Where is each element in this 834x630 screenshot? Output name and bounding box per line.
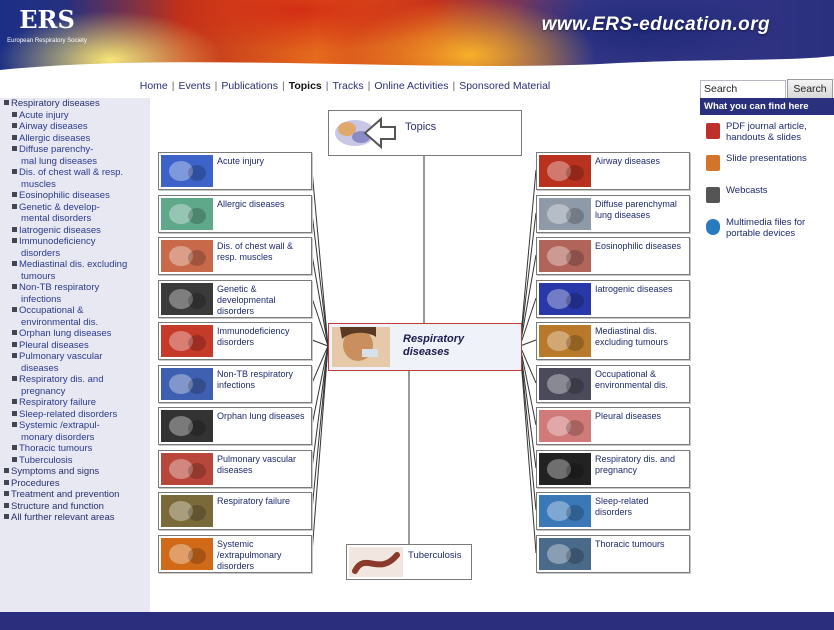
diffuse-parenchymal-lung-diseases-thumb <box>539 198 591 230</box>
topic-label: Respiratory failure <box>217 496 291 506</box>
info-panel-items <box>700 121 834 243</box>
sidebar-item-diffuse-parenchy-mal-lung-diseases[interactable] <box>0 144 150 167</box>
resource-label: Slide presentations <box>726 153 807 164</box>
topic-label: Respiratory dis. and pregnancy <box>595 454 676 475</box>
bullet-icon <box>12 261 17 266</box>
search-button[interactable]: Search <box>787 79 833 99</box>
sidebar-item-label: Iatrogenic diseases <box>19 224 101 236</box>
sidebar-item-label: Sleep-related disorders <box>19 408 118 420</box>
bullet-icon <box>4 480 9 485</box>
bullet-icon <box>12 112 17 117</box>
bullet-icon <box>12 422 17 427</box>
bullet-icon <box>12 204 17 209</box>
multimedia-icon <box>706 219 720 235</box>
topic-sleep-related-disorders[interactable] <box>536 492 690 530</box>
sidebar-list <box>0 98 150 524</box>
resource-slide-presentations[interactable] <box>700 153 834 179</box>
bullet-icon <box>12 330 17 335</box>
bullet-icon <box>12 307 17 312</box>
resource-label: Multimedia files for portable devices <box>726 217 806 239</box>
sidebar-item-dis-of-chest-wall-resp-muscles[interactable] <box>0 167 150 190</box>
sidebar-item-label-cont: diseases <box>21 362 59 374</box>
topic-eosinophilic-diseases[interactable] <box>536 237 690 275</box>
banner-curve <box>0 0 834 78</box>
bullet-icon <box>4 491 9 496</box>
sidebar-item-label: Genetic & develop- <box>19 201 100 213</box>
sidebar-item-label-cont: infections <box>21 293 62 305</box>
mediastinal-dis-excluding-tumours-thumb <box>539 325 591 357</box>
allergic-diseases-thumb <box>161 198 213 230</box>
nav-home[interactable]: Home <box>139 80 168 92</box>
child-inhaler-photo <box>332 327 390 367</box>
topic-airway-diseases[interactable] <box>536 152 690 190</box>
sidebar-item-occupational-environmental-dis[interactable] <box>0 305 150 328</box>
bullet-icon <box>12 457 17 462</box>
resource-label: PDF journal article, handouts & slides <box>726 121 807 143</box>
sidebar-item-label: Respiratory dis. and <box>19 374 104 385</box>
genetic-developmental-disorders-thumb <box>161 283 213 315</box>
topic-label: Sleep-related disorders <box>595 496 649 517</box>
sidebar-item-label: Systemic /extrapul- <box>19 420 100 431</box>
topic-label: Allergic diseases <box>217 199 285 209</box>
topic-label: Pulmonary vascular diseases <box>217 454 297 475</box>
sidebar-item-thoracic-tumours[interactable] <box>0 443 150 455</box>
topic-diffuse-parenchymal-lung-diseases[interactable] <box>536 195 690 233</box>
logo-mark: ERS <box>19 5 75 34</box>
info-panel-title: What you can find here <box>700 98 834 115</box>
sidebar-item-respiratory-diseases[interactable] <box>0 98 150 110</box>
topic-pulmonary-vascular-diseases[interactable] <box>158 450 312 488</box>
topic-non-tb-respiratory-infections[interactable] <box>158 365 312 403</box>
bullet-icon <box>12 146 17 151</box>
sleep-related-disorders-thumb <box>539 495 591 527</box>
topic-immunodeficiency-disorders[interactable] <box>158 322 312 360</box>
resource-label: Webcasts <box>726 185 768 196</box>
sidebar-item-genetic-develop-mental-disorders[interactable] <box>0 202 150 225</box>
nav-separator: | <box>214 80 218 92</box>
sidebar-item-all-further-relevant-areas[interactable] <box>0 512 150 524</box>
topic-acute-injury[interactable] <box>158 152 312 190</box>
topic-label: Immunodeficiency disorders <box>217 326 290 347</box>
topics-hub-label: Topics <box>405 121 437 133</box>
systemic-extrapulmonary-disorders-thumb <box>161 538 213 570</box>
topic-label: Diffuse parenchymal lung diseases <box>595 199 677 220</box>
bullet-icon <box>12 353 17 358</box>
bullet-icon <box>12 227 17 232</box>
sidebar-item-label: Thoracic tumours <box>19 443 93 454</box>
sidebar-item-sleep-related-disorders[interactable] <box>0 409 150 421</box>
topic-label: Iatrogenic diseases <box>595 284 673 294</box>
sidebar-item-acute-injury[interactable] <box>0 110 150 122</box>
bullet-icon <box>4 503 9 508</box>
nav-online-activities[interactable]: Online Activities <box>374 80 449 92</box>
topic-respiratory-failure[interactable] <box>158 492 312 530</box>
immunodeficiency-disorders-thumb <box>161 325 213 357</box>
bullet-icon <box>12 238 17 243</box>
bullet-icon <box>12 411 17 416</box>
eosinophilic-diseases-thumb <box>539 240 591 272</box>
sidebar-item-label-cont: monary disorders <box>21 431 95 443</box>
connector-acute-injury <box>312 170 328 346</box>
nav-separator: | <box>452 80 456 92</box>
acute-injury-thumb <box>161 155 213 187</box>
sidebar-item-procedures[interactable] <box>0 478 150 490</box>
sidebar-item-label: Diffuse parenchy- <box>19 144 94 155</box>
sidebar-item-label: All further relevant areas <box>11 512 115 523</box>
topic-dis-of-chest-wall-resp-muscles[interactable] <box>158 237 312 275</box>
sidebar-item-label: Airway diseases <box>19 121 88 132</box>
dis-of-chest-wall-resp-muscles-thumb <box>161 240 213 272</box>
topic-label: Mediastinal dis. excluding tumours <box>595 326 669 347</box>
topic-iatrogenic-diseases[interactable] <box>536 280 690 318</box>
thoracic-tumours-thumb <box>539 538 591 570</box>
logo-org-name: European Respiratory Society <box>7 38 87 44</box>
sidebar-item-label: Symptoms and signs <box>11 466 100 477</box>
sidebar-item-non-tb-respiratory-infections[interactable] <box>0 282 150 305</box>
sidebar-item-label-cont: pregnancy <box>21 385 66 397</box>
topic-occupational-environmental-dis[interactable] <box>536 365 690 403</box>
bullet-icon <box>12 284 17 289</box>
bullet-icon <box>4 514 9 519</box>
topic-genetic-developmental-disorders[interactable] <box>158 280 312 318</box>
nav-events[interactable]: Events <box>178 80 211 92</box>
respiratory-dis-and-pregnancy-thumb <box>539 453 591 485</box>
sidebar-item-respiratory-failure[interactable] <box>0 397 150 409</box>
nav-separator: | <box>171 80 175 92</box>
pleural-diseases-thumb <box>539 410 591 442</box>
sidebar-item-label: Pulmonary vascular <box>19 351 103 362</box>
sidebar-item-label: Structure and function <box>11 500 104 512</box>
sidebar-item-immunodeficiency-disorders[interactable] <box>0 236 150 259</box>
connector-allergic-diseases <box>312 213 328 346</box>
sidebar-item-eosinophilic-diseases[interactable] <box>0 190 150 202</box>
bullet-icon <box>12 169 17 174</box>
sidebar-item-orphan-lung-diseases[interactable] <box>0 328 150 340</box>
topic-label: Systemic /extrapulmonary disorders <box>217 539 282 571</box>
topic-pleural-diseases[interactable] <box>536 407 690 445</box>
topic-orphan-lung-diseases[interactable] <box>158 407 312 445</box>
sidebar-item-label: Pleural diseases <box>19 339 89 351</box>
connector-eosinophilic-diseases <box>520 255 536 346</box>
sidebar-item-label: Acute injury <box>19 109 69 121</box>
sidebar-item-label: Non-TB respiratory <box>19 282 100 293</box>
nav-separator: | <box>367 80 371 92</box>
bullet-icon <box>12 192 17 197</box>
non-tb-respiratory-infections-thumb <box>161 368 213 400</box>
topic-label: Acute injury <box>217 156 265 166</box>
sidebar-item-label: Occupational & <box>19 305 84 316</box>
sidebar-item-tuberculosis[interactable] <box>0 455 150 467</box>
sidebar-item-label-cont: environmental dis. <box>21 316 99 328</box>
header-banner <box>0 0 834 78</box>
resource-multimedia-files-for-portable-devices[interactable] <box>700 217 834 243</box>
sidebar-item-label: Dis. of chest wall & resp. <box>19 167 124 178</box>
pulmonary-vascular-diseases-thumb <box>161 453 213 485</box>
topic-tuberculosis[interactable] <box>346 544 472 580</box>
sidebar-item-airway-diseases[interactable] <box>0 121 150 133</box>
tuberculosis-thumb <box>349 547 403 577</box>
search-input[interactable]: Search <box>700 80 786 99</box>
topic-label: Orphan lung diseases <box>217 411 305 421</box>
sidebar-item-systemic-extrapul-monary-disorders[interactable] <box>0 420 150 443</box>
bullet-icon <box>4 468 9 473</box>
tuberculosis-label: Tuberculosis <box>408 550 462 561</box>
topic-label: Eosinophilic diseases <box>595 241 682 251</box>
bullet-icon <box>4 100 9 105</box>
connector-pleural-diseases <box>520 346 536 425</box>
sidebar-item-label: Mediastinal dis. excluding <box>19 259 128 270</box>
connector-diffuse-parenchymal-lung-diseases <box>520 213 536 346</box>
sidebar-item-label: Respiratory diseases <box>11 98 100 109</box>
bullet-icon <box>12 135 17 140</box>
respiratory-diseases-hub[interactable] <box>328 323 522 371</box>
topic-thoracic-tumours[interactable] <box>536 535 690 573</box>
bullet-icon <box>12 123 17 128</box>
top-navigation <box>0 80 690 92</box>
sidebar-item-label-cont: mental disorders <box>21 213 92 224</box>
topic-respiratory-dis-and-pregnancy[interactable] <box>536 450 690 488</box>
connector-airway-diseases <box>520 170 536 346</box>
sidebar-item-iatrogenic-diseases[interactable] <box>0 225 150 237</box>
respiratory-diseases-hub-label: Respiratory diseases <box>403 333 465 358</box>
sidebar <box>0 98 150 612</box>
site-url: www.ERS-education.org <box>541 14 770 35</box>
info-panel <box>700 98 834 243</box>
sidebar-item-label: Respiratory failure <box>19 397 97 408</box>
bullet-icon <box>12 342 17 347</box>
resource-pdf-journal-article-handouts-slides[interactable] <box>700 121 834 147</box>
arrow-icon <box>333 115 399 151</box>
topics-hub[interactable] <box>328 110 522 156</box>
sidebar-item-label-cont: tumours <box>21 270 56 282</box>
topic-label: Occupational & environmental dis. <box>595 369 669 390</box>
nav-topics[interactable]: Topics <box>288 80 322 92</box>
sidebar-item-label-cont: muscles <box>21 178 56 190</box>
connector-orphan-lung-diseases <box>312 346 328 425</box>
bullet-icon <box>12 376 17 381</box>
sidebar-item-pleural-diseases[interactable] <box>0 340 150 352</box>
sidebar-item-allergic-diseases[interactable] <box>0 133 150 145</box>
nav-separator: | <box>281 80 285 92</box>
topic-label: Thoracic tumours <box>595 539 665 549</box>
topic-systemic-extrapulmonary-disorders[interactable] <box>158 535 312 573</box>
nav-separator: | <box>325 80 329 92</box>
topic-label: Pleural diseases <box>595 411 662 421</box>
topic-label: Dis. of chest wall & resp. muscles <box>217 241 294 262</box>
sidebar-item-pulmonary-vascular-diseases[interactable] <box>0 351 150 374</box>
topic-allergic-diseases[interactable] <box>158 195 312 233</box>
topic-mediastinal-dis-excluding-tumours[interactable] <box>536 322 690 360</box>
sidebar-item-label: Orphan lung diseases <box>19 328 112 339</box>
respiratory-failure-thumb <box>161 495 213 527</box>
sidebar-item-structure-and-function[interactable] <box>0 501 150 513</box>
sidebar-item-label: Tuberculosis <box>19 454 73 466</box>
iatrogenic-diseases-thumb <box>539 283 591 315</box>
sidebar-item-label: Procedures <box>11 477 60 489</box>
sidebar-item-label: Allergic diseases <box>19 132 91 144</box>
nav-sponsored-material[interactable]: Sponsored Material <box>459 80 551 92</box>
topic-label: Airway diseases <box>595 156 661 166</box>
sidebar-item-label-cont: disorders <box>21 247 61 259</box>
sidebar-item-symptoms-and-signs[interactable] <box>0 466 150 478</box>
sidebar-item-treatment-and-prevention[interactable] <box>0 489 150 501</box>
topic-label: Genetic & developmental disorders <box>217 284 276 316</box>
connector-mediastinal-dis-excluding-tumours <box>520 340 536 346</box>
sidebar-item-respiratory-dis-and-pregnancy[interactable] <box>0 374 150 397</box>
nav-tracks[interactable]: Tracks <box>332 80 364 92</box>
slides-icon <box>706 155 720 171</box>
occupational-environmental-dis-thumb <box>539 368 591 400</box>
bullet-icon <box>12 445 17 450</box>
webcast-icon <box>706 187 720 203</box>
topic-label: Non-TB respiratory infections <box>217 369 294 390</box>
ers-logo[interactable] <box>6 6 88 66</box>
sidebar-item-mediastinal-dis-excluding-tumours[interactable] <box>0 259 150 282</box>
connector-dis-of-chest-wall-resp-muscles <box>312 255 328 346</box>
sidebar-item-label: Treatment and prevention <box>11 489 120 500</box>
pdf-icon <box>706 123 720 139</box>
bullet-icon <box>12 399 17 404</box>
connector-immunodeficiency-disorders <box>312 340 328 346</box>
topic-map <box>150 98 697 612</box>
nav-publications[interactable]: Publications <box>221 80 278 92</box>
footer-bar <box>0 612 834 630</box>
sidebar-item-label: Eosinophilic diseases <box>19 190 110 201</box>
orphan-lung-diseases-thumb <box>161 410 213 442</box>
airway-diseases-thumb <box>539 155 591 187</box>
resource-webcasts[interactable] <box>700 185 834 211</box>
sidebar-item-label: Immunodeficiency <box>19 236 96 247</box>
sidebar-item-label-cont: mal lung diseases <box>21 155 98 167</box>
